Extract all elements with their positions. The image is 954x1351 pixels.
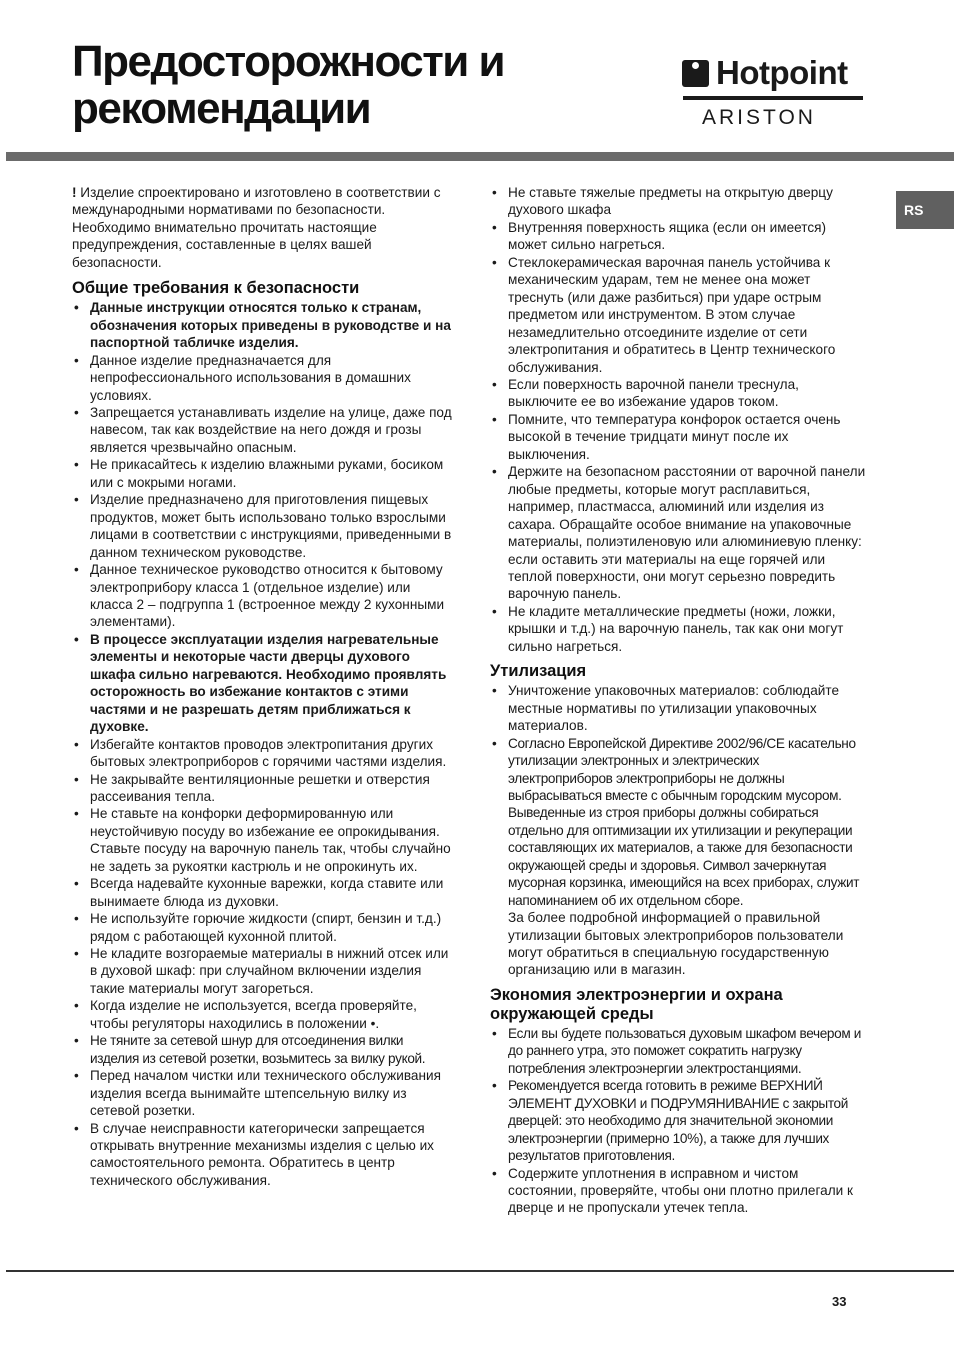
hotpoint-square-icon bbox=[682, 60, 709, 87]
energy-heading: Экономия электроэнергии и охрана окружающей среды bbox=[490, 985, 783, 1023]
list-item: • Внутренняя поверхность ящика (если он имеется) может сильно нагреться. bbox=[490, 219, 866, 254]
list-item: • Держите на безопасном расстоянии от варочной панели любые предметы, которые могут расплавиться, например, пластмасса, алюминий или изделия из сахара. Обращайте особое внимание на упаковочные материалы, полиэтиленовую или алюминиевую пленку: если оставить эти материалы на еще горячей или теплой поверхности, они могут серьезно повредить варочную панель. bbox=[490, 463, 866, 603]
disposal-list bbox=[490, 682, 866, 909]
list-item: • В процессе эксплуатации изделия нагревательные элементы и некоторые части дверцы духового шкафа сильно нагреваются. Необходимо проявлять осторожность во избежание контактов с этими частями и не разрешать детям приближаться к духовке. bbox=[72, 631, 452, 736]
list-item: • Если поверхность варочной панели треснула, выключите ее во избежание ударов током. bbox=[490, 376, 866, 411]
list-item: • Избегайте контактов проводов электропитания других бытовых электроприборов с горячими частями изделия. bbox=[72, 736, 452, 771]
list-item: • Стеклокерамическая варочная панель устойчива к механическим ударам, тем не менее она может треснуть (или даже разбиться) при ударе острым предметом или инструментом. В этом случае незамедлительно отсоедините изделие от сети электропитания и обратитесь в Центр технического обслуживания. bbox=[490, 254, 866, 376]
right-column bbox=[490, 184, 866, 1217]
list-item: • Если вы будете пользоваться духовым шкафом вечером и до раннего утра, это поможет сократить нагрузку потребления электроэнергии электростанциями. bbox=[490, 1025, 866, 1077]
warning-mark: ! bbox=[72, 185, 77, 200]
general-safety-list bbox=[72, 299, 452, 1189]
logo-sub-brand: ARISTON bbox=[702, 106, 816, 129]
title-line-2: рекомендации bbox=[72, 84, 371, 133]
list-item: • Не ставьте тяжелые предметы на открытую дверцу духового шкафа bbox=[490, 184, 866, 219]
general-safety-list-continued bbox=[490, 184, 866, 655]
logo-brand-name: Hotpoint bbox=[716, 54, 848, 91]
list-item: • Всегда надевайте кухонные варежки, когда ставите или вынимаете блюда из духовки. bbox=[72, 875, 452, 910]
list-item: • В случае неисправности категорически запрещается открывать внутренние механизмы изделия с целью их самостоятельного ремонта. Обратитесь в центр технического обслуживания. bbox=[72, 1120, 452, 1190]
header-bar bbox=[6, 152, 954, 161]
list-item: • Рекомендуется всегда готовить в режиме ВЕРХНИЙ ЭЛЕМЕНТ ДУХОВКИ и ПОДРУМЯНИВАНИЕ с закрытой дверцей: это необходимо для значительной экономии электроэнергии (примерно 10%), а также для лучших результатов приготовления. bbox=[490, 1077, 866, 1164]
list-item: • Изделие предназначено для приготовления пищевых продуктов, может быть использовано только взрослыми лицами в соответствии с инструкциями, приведенными в данном техническом руководстве. bbox=[72, 491, 452, 561]
list-item: • Данные инструкции относятся только к странам, обозначения которых приведены в руководстве и на паспортной табличке изделия. bbox=[72, 299, 452, 351]
list-item: • Не кладите возгораемые материалы в нижний отсек или в духовой шкаф: при случайном включении изделия такие материалы могут загореться. bbox=[72, 945, 452, 997]
logo-divider bbox=[683, 96, 863, 100]
general-safety-heading: Общие требования к безопасности bbox=[72, 279, 360, 298]
list-item: • Согласно Европейской Директиве 2002/96/CE касательно утилизации электронных и электрических электроприборов электроприборы не должны выбрасываться вместе с обычным городским мусором. Выведенные из строя приборы должны собираться отдельно для оптимизации их утилизации и рекуперации составляющих их материалов, а также для безопасности окружающей среды и здоровья. Символ зачеркнутая мусорная корзинка, имеющийся на всех приборах, служит напоминанием об их отдельном сборе. bbox=[490, 735, 866, 910]
left-column bbox=[72, 184, 452, 1189]
list-item: • Не ставьте на конфорки деформированную или неустойчивую посуду во избежание ее опрокидывания. Ставьте посуду на варочную панель так, чтобы случайно не задеть за рукоятки кастрюль и не опрокинуть их. bbox=[72, 805, 452, 875]
list-item: • Содержите уплотнения в исправном и чистом состоянии, проверяйте, чтобы они плотно прилегали к дверце и не пропускали утечек тепла. bbox=[490, 1165, 866, 1217]
footer-rule bbox=[6, 1270, 954, 1272]
list-item: • Когда изделие не используется, всегда проверяйте, чтобы регуляторы находились в положении •. bbox=[72, 997, 452, 1032]
list-item: • Уничтожение упаковочных материалов: соблюдайте местные нормативы по утилизации упаковочных материалов. bbox=[490, 682, 866, 734]
list-item: • Не закрывайте вентиляционные решетки и отверстия рассеивания тепла. bbox=[72, 771, 452, 806]
list-item: • Перед началом чистки или технического обслуживания изделия всегда вынимайте штепсельную вилку из сетевой розетки. bbox=[72, 1067, 452, 1119]
disposal-heading: Утилизация bbox=[490, 662, 587, 681]
list-item: • Не прикасайтесь к изделию влажными руками, босиком или с мокрыми ногами. bbox=[72, 456, 452, 491]
list-item: • Помните, что температура конфорок остается очень высокой в течение тридцати минут после их выключения. bbox=[490, 411, 866, 463]
list-item: • Запрещается устанавливать изделие на улице, даже под навесом, так как воздействие на него дождя и грозы является чрезвычайно опасным. bbox=[72, 404, 452, 456]
list-item: • Не используйте горючие жидкости (спирт, бензин и т.д.) рядом с работающей кухонной плитой. bbox=[72, 910, 452, 945]
list-item: • Не тяните за сетевой шнур для отсоединения вилки изделия из сетевой розетки, возьмитесь за вилку рукой. bbox=[72, 1032, 452, 1067]
language-tab: RS bbox=[896, 191, 954, 229]
title-line-1: Предосторожности и bbox=[72, 37, 505, 86]
list-item: • Данное изделие предназначается для непрофессионального использования в домашних условиях. bbox=[72, 352, 452, 404]
brand-logo bbox=[682, 54, 864, 130]
page-title bbox=[72, 38, 592, 132]
energy-list bbox=[490, 1025, 866, 1217]
page-number: 33 bbox=[832, 1294, 847, 1309]
list-item: • Не кладите металлические предметы (ножи, ложки, крышки и т.д.) на варочную панель, так как они могут сильно нагреться. bbox=[490, 603, 866, 655]
intro-paragraph bbox=[72, 184, 452, 271]
disposal-note: За более подробной информацией о правильной утилизации бытовых электроприборов пользователи могут обратиться в специальную государственную организацию или в магазин. bbox=[508, 910, 844, 978]
list-item: • Данное техническое руководство относится к бытовому электроприбору класса 1 (отдельное изделие) или класса 2 – подгруппа 1 (встроенное между 2 кухонными элементами). bbox=[72, 561, 452, 631]
intro-text: Изделие спроектировано и изготовлено в соответствии с международными нормативами по безопасности. Необходимо внимательно прочитать настоящие предупреждения, составленные в целях вашей безопасности. bbox=[72, 185, 441, 270]
